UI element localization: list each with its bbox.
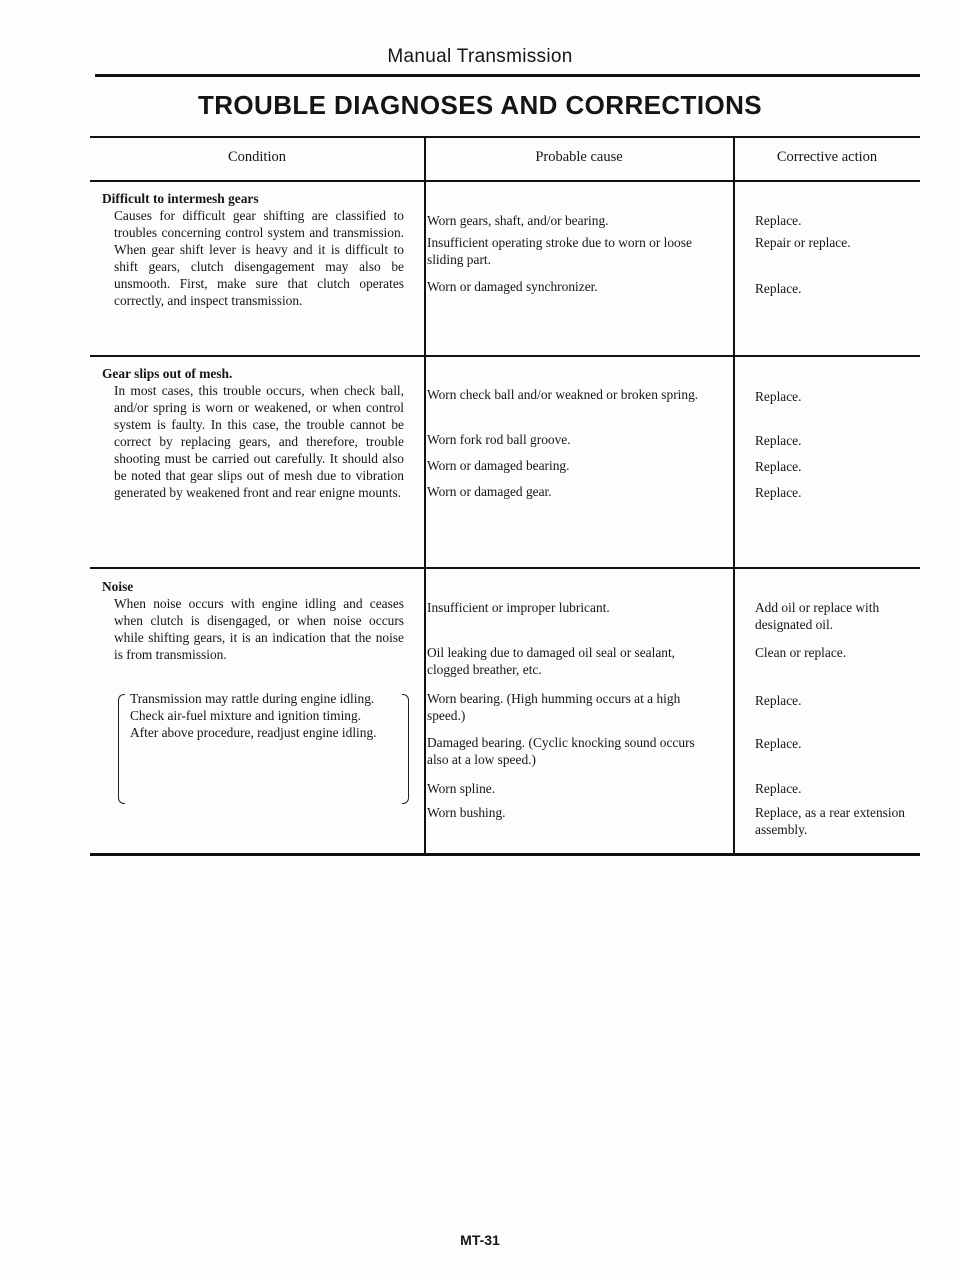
table-header-rule <box>90 180 920 182</box>
action-item: Replace. <box>755 213 802 228</box>
action-item: Replace. <box>755 389 802 404</box>
action-item: Repair or replace. <box>755 235 851 250</box>
action-item: Replace. <box>755 485 802 500</box>
action-item: Replace. <box>755 433 802 448</box>
page-number: MT-31 <box>460 1232 500 1248</box>
action-item: Clean or replace. <box>755 645 847 660</box>
condition-heading: Difficult to intermesh gears <box>102 191 259 206</box>
condition-cell <box>102 190 404 309</box>
action-item: Replace. <box>755 781 802 796</box>
note-line: Transmission may rattle during engine idling. <box>130 691 375 706</box>
row-divider <box>90 355 920 357</box>
cause-item: Oil leaking due to damaged oil seal or sealant, clogged breather, etc. <box>427 645 676 677</box>
cause-item: Damaged bearing. (Cyclic knocking sound occurs also at a low speed.) <box>427 735 695 767</box>
note-line: Check air-fuel mixture and ignition timing. <box>130 708 362 723</box>
action-item: Replace. <box>755 459 802 474</box>
left-bracket <box>118 694 125 804</box>
note-line: After above procedure, readjust engine idling. <box>130 725 377 740</box>
condition-cell <box>102 578 404 663</box>
cause-item: Worn bushing. <box>427 805 506 820</box>
cause-item: Worn spline. <box>427 781 496 796</box>
condition-description: When noise occurs with engine idling and ceases when clutch is disengaged, or when noise occurs while shifting gears, it is an indication that the noise is from transmission. <box>114 596 404 662</box>
cause-item: Worn bearing. (High humming occurs at a high speed.) <box>427 691 681 723</box>
condition-description: In most cases, this trouble occurs, when check ball, and/or spring is worn or weakened, or when control system is faulty. In this case, the trouble cannot be correct by replacing gears, and therefore, trouble shooting must be carried out carefully. It should also be noted that gear slips out of mesh due to vibration generated by weakened front and rear enigne mounts. <box>114 383 404 500</box>
cause-item: Worn or damaged gear. <box>427 484 552 499</box>
column-header-cause: Probable cause <box>535 149 623 165</box>
table-bottom-rule <box>90 853 920 856</box>
cause-item: Insufficient or improper lubricant. <box>427 600 610 615</box>
column-divider <box>733 137 735 853</box>
cause-item: Worn or damaged synchronizer. <box>427 279 598 294</box>
page-title: TROUBLE DIAGNOSES AND CORRECTIONS <box>197 90 763 120</box>
right-bracket <box>402 694 409 804</box>
condition-heading: Noise <box>102 579 134 594</box>
action-item: Add oil or replace with designated oil. <box>755 600 880 632</box>
bracketed-note <box>118 690 403 741</box>
action-item: Replace, as a rear extension assembly. <box>755 805 905 837</box>
cause-item: Worn or damaged bearing. <box>427 458 570 473</box>
action-item: Replace. <box>755 281 802 296</box>
table-top-rule <box>90 136 920 138</box>
column-header-condition: Condition <box>227 149 286 165</box>
condition-description: Causes for difficult gear shifting are classified to troubles concerning control system and transmission. When gear shift lever is heavy and it is difficult to shift gears, clutch disengagement may also be unsmooth. First, make sure that clutch operates correctly, and inspect transmission. <box>114 208 404 308</box>
condition-cell <box>102 365 404 501</box>
action-item: Replace. <box>755 736 802 751</box>
cause-item: Insufficient operating stroke due to worn or loose sliding part. <box>427 235 692 267</box>
header-rule <box>95 74 920 77</box>
cause-item: Worn fork rod ball groove. <box>427 432 571 447</box>
column-divider <box>424 137 426 853</box>
row-divider <box>90 567 920 569</box>
section-header: Manual Transmission <box>387 46 573 67</box>
condition-heading: Gear slips out of mesh. <box>102 366 233 381</box>
cause-item: Worn check ball and/or weakned or broken spring. <box>427 387 699 402</box>
column-header-action: Corrective action <box>776 149 878 165</box>
cause-item: Worn gears, shaft, and/or bearing. <box>427 213 609 228</box>
action-item: Replace. <box>755 693 802 708</box>
